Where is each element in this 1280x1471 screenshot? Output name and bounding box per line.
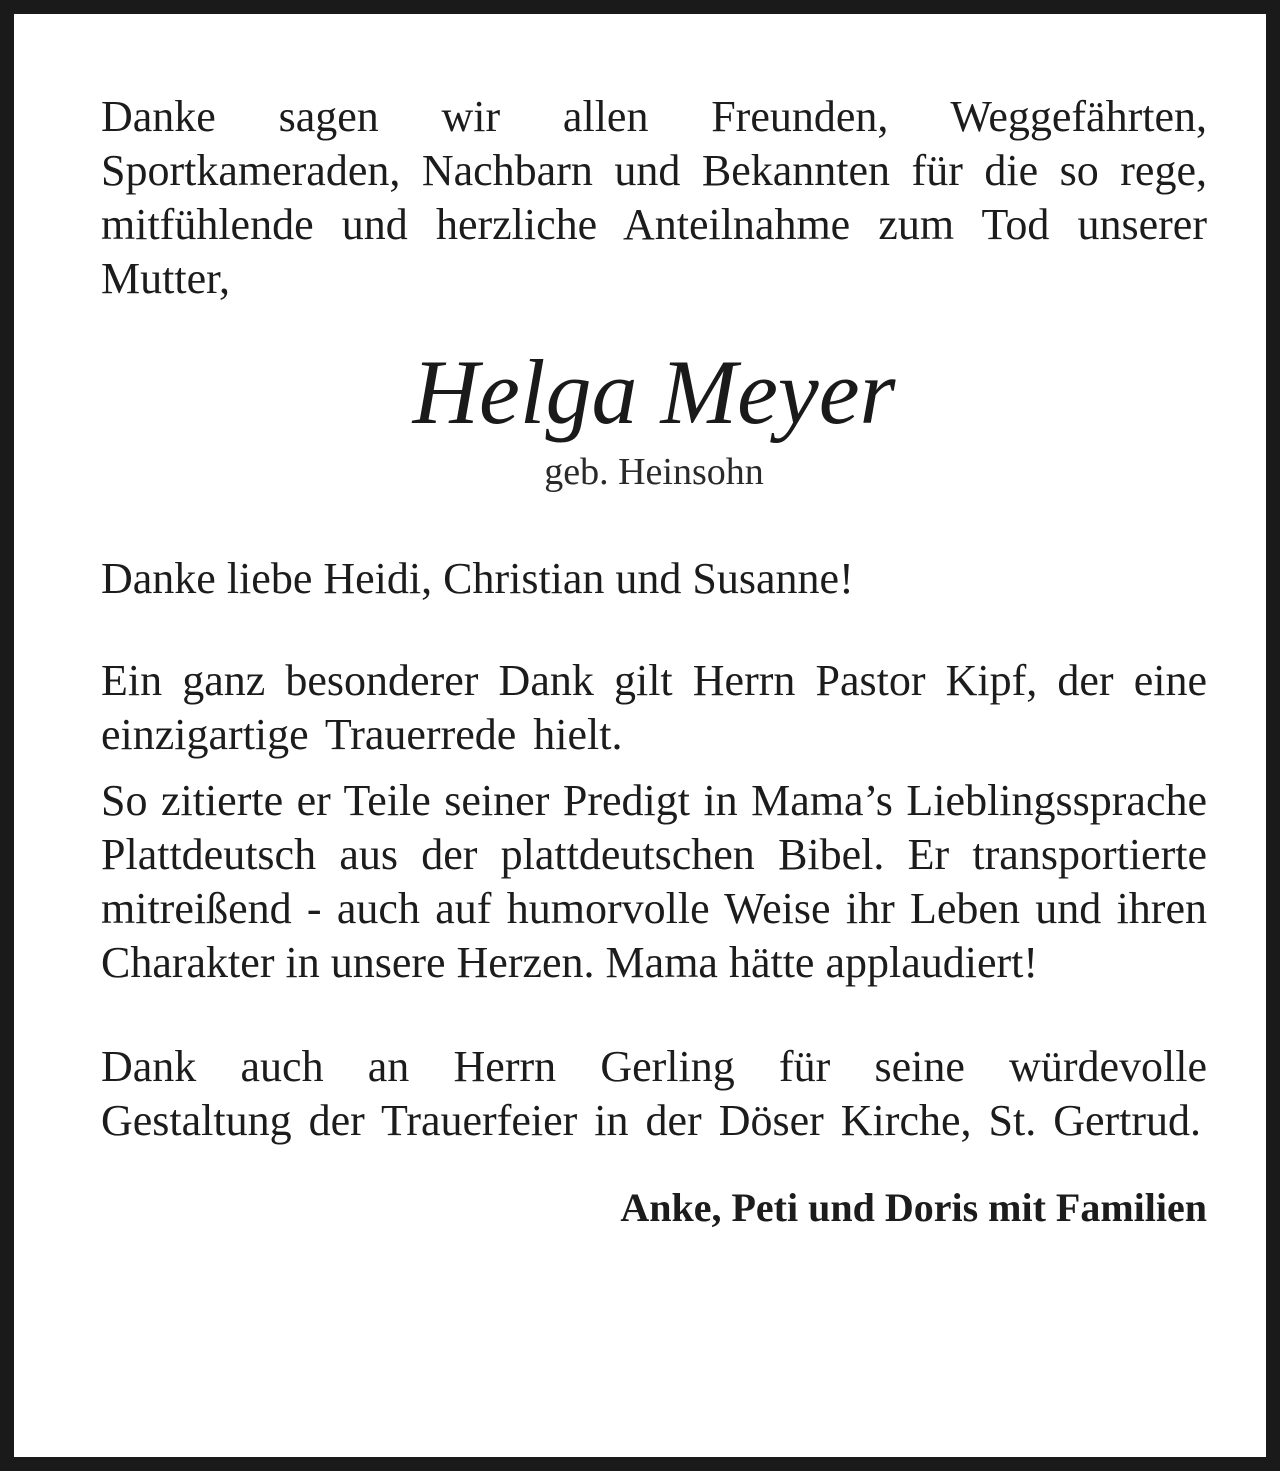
maiden-name: geb. Heinsohn xyxy=(544,451,764,493)
gerling-thanks: Dank auch an Herrn Gerling für seine würdevolle Gestaltung der Trauerfeier in der Döser Kirche, St. Gertrud. xyxy=(101,1042,1207,1145)
sermon-paragraph: So zitierte er Teile seiner Predigt in Mama’s Lieblingssprache Plattdeutsch aus der plattdeutschen Bibel. Er transportierte mitreißend - auch auf humorvolle Weise ihr Leben und ihren Charakter in unsere Herzen. Mama hätte applaudiert! xyxy=(101,776,1207,987)
deceased-name: Helga Meyer xyxy=(412,341,896,443)
family-thanks: Danke liebe Heidi, Christian und Susanne! xyxy=(101,554,854,603)
intro-paragraph: Danke sagen wir allen Freunden, Weggefährten, Sportkameraden, Nachbarn und Bekannten für die so rege, mitfühlende und herzliche Anteilnahme zum Tod unserer Mutter, xyxy=(101,92,1207,303)
pastor-thanks: Ein ganz besonderer Dank gilt Herrn Pastor Kipf, der eine einzigartige Trauerrede hielt. xyxy=(101,656,1207,759)
signature: Anke, Peti und Doris mit Familien xyxy=(620,1185,1207,1230)
notice-content xyxy=(101,90,1207,1232)
